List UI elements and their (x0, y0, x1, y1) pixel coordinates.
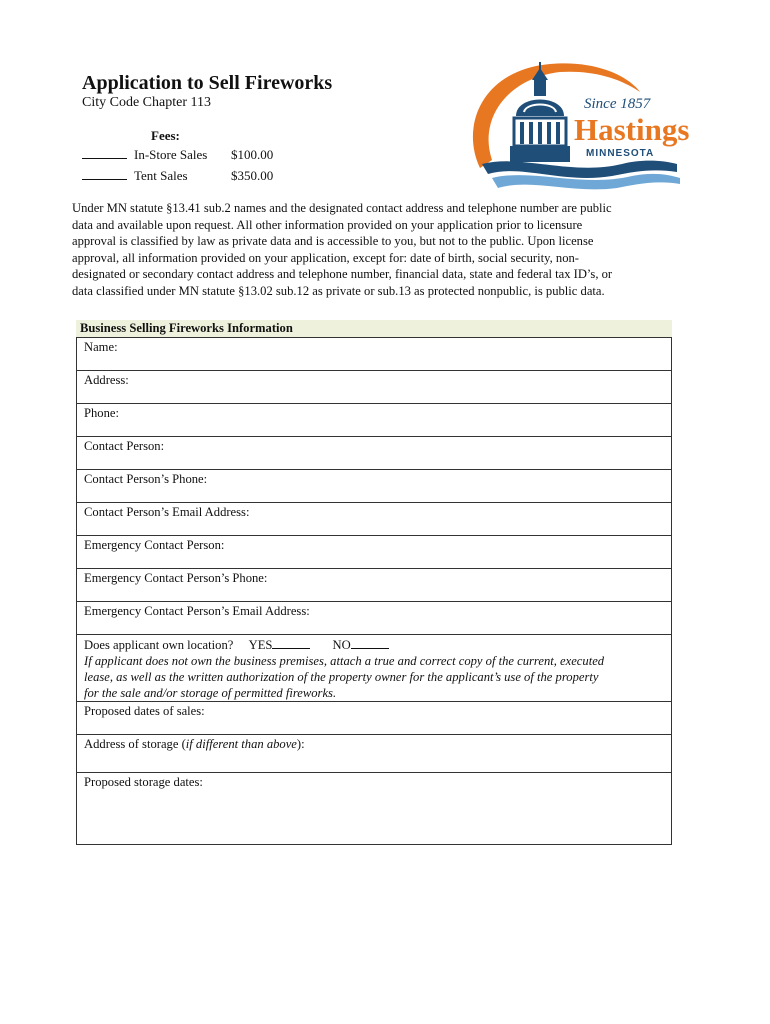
page-title: Application to Sell Fireworks (82, 72, 333, 94)
yes-label: YES (248, 638, 273, 652)
contact-phone-field[interactable]: Contact Person’s Phone: (77, 470, 671, 503)
fee-amount: $350.00 (231, 168, 274, 183)
fee-label: In-Store Sales (134, 147, 208, 162)
fee-row-tent (82, 168, 273, 184)
notice-line: designated or secondary contact address and telephone number, financial data, state and federal tax ID’s, or (72, 267, 613, 282)
fee-amount: $100.00 (231, 147, 274, 162)
no-blank[interactable] (351, 638, 389, 649)
notice-line: data classified under MN statute §13.02 sub.12 as private or sub.13 as protected nonpublic, is public data. (72, 283, 605, 298)
hastings-logo (452, 56, 692, 196)
notice-line: data and available upon request. All other information provided on your application prior to licensure (72, 217, 583, 232)
own-location-field (77, 635, 671, 702)
emergency-email-field[interactable]: Emergency Contact Person’s Email Address: (77, 602, 671, 635)
storage-dates-field[interactable]: Proposed storage dates: (84, 775, 203, 789)
address-field[interactable]: Address: (77, 371, 671, 404)
fee-label: Tent Sales (134, 168, 188, 183)
privacy-notice (72, 200, 678, 300)
logo-state-text: MINNESOTA (586, 148, 655, 159)
fee-checkbox-blank[interactable] (82, 169, 127, 180)
phone-field[interactable]: Phone: (77, 404, 671, 437)
notice-line: approval is classified by law as private data and is accessible to you, but not to the public. Upon license (72, 234, 594, 249)
fees-heading: Fees: (151, 128, 180, 143)
emergency-contact-field[interactable]: Emergency Contact Person: (77, 536, 671, 569)
fee-checkbox-blank[interactable] (82, 148, 127, 159)
sales-dates-field[interactable]: Proposed dates of sales: (77, 702, 671, 735)
lease-note-line: lease, as well as the written authorization of the property owner for the applicant’s use of the property (84, 670, 599, 684)
own-location-question: Does applicant own location? (84, 638, 234, 652)
form-section-title: Business Selling Fireworks Information (76, 320, 672, 337)
logo-city-name: Hastings (574, 112, 690, 147)
storage-address-field[interactable]: Address of storage (if different than above): (77, 735, 671, 773)
name-field[interactable]: Name: (77, 338, 671, 371)
emergency-phone-field[interactable]: Emergency Contact Person’s Phone: (77, 569, 671, 602)
yes-blank[interactable] (272, 638, 310, 649)
own-location-question-row (84, 637, 664, 653)
lease-note-line: for the sale and/or storage of permitted fireworks. (84, 686, 337, 700)
fee-row-in-store (82, 147, 273, 163)
page-subtitle: City Code Chapter 113 (82, 95, 211, 110)
notice-line: Under MN statute §13.41 sub.2 names and the designated contact address and telephone number are public (72, 201, 612, 215)
no-label: NO (332, 638, 351, 652)
hastings-logo-graphic (452, 56, 692, 196)
contact-person-field[interactable]: Contact Person: (77, 437, 671, 470)
lease-note-line: If applicant does not own the business premises, attach a true and correct copy of the current, executed (84, 654, 605, 668)
notice-line: approval, all information provided on your application, except for: date of birth, social security, non- (72, 250, 579, 265)
form-fields (76, 337, 672, 845)
business-info-form (76, 320, 672, 845)
contact-email-field[interactable]: Contact Person’s Email Address: (77, 503, 671, 536)
logo-since-text: Since 1857 (584, 96, 651, 112)
